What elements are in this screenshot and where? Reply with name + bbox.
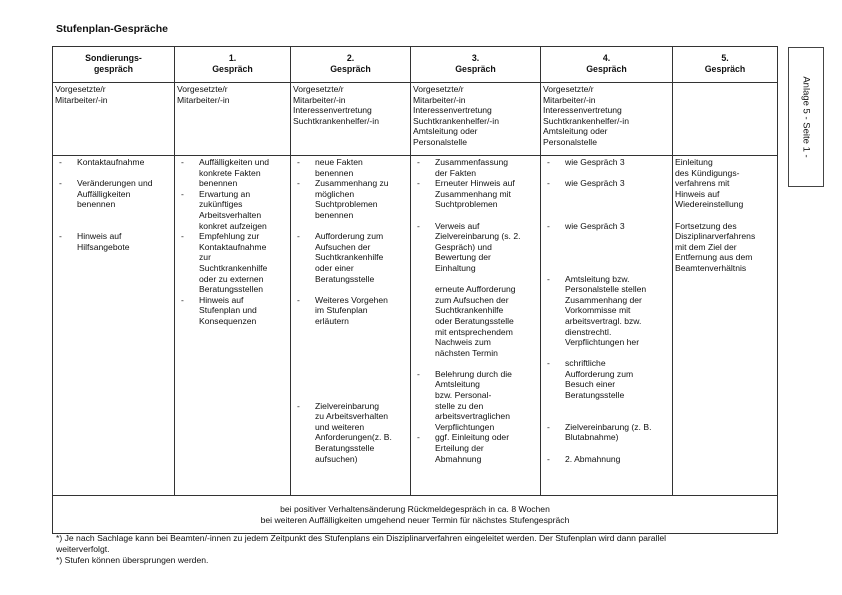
item-line: zur (199, 252, 211, 263)
item-line: Zusammenhang mit (435, 188, 511, 199)
item-line: Empfehlung zur (199, 231, 260, 242)
list-item (177, 231, 288, 295)
list-item (413, 178, 538, 210)
item-line: schriftliche (565, 358, 606, 369)
header-line: 3. (471, 52, 480, 63)
item-line: Erteilung der (435, 443, 484, 454)
list-item (543, 157, 670, 168)
item-line: neue Fakten (315, 157, 363, 167)
item-line: Blutabnahme) (565, 432, 619, 443)
item-line: Belehrung durch die (435, 368, 512, 379)
list-item (543, 454, 670, 465)
item-line: möglichen (315, 188, 355, 199)
participant: Vorgesetzte/r (293, 84, 344, 94)
list-item (543, 274, 670, 348)
list-item (177, 157, 288, 189)
footer-line-positive: bei positiver Verhaltensänderung Rückmeldegespräch in ca. 8 Wochen (280, 503, 550, 514)
item-text (565, 157, 670, 168)
bullet-dash: - (181, 157, 184, 167)
participants-cell (411, 83, 541, 156)
item-line: Auffälligkeiten und (199, 157, 270, 167)
item-line: Aufforderung zum (315, 231, 384, 242)
bullet-dash: - (59, 231, 62, 242)
participant: Vorgesetzte/r (55, 84, 106, 94)
header-line: 5. (721, 52, 729, 63)
item-text (565, 178, 670, 189)
side-label-box (788, 47, 824, 187)
item-line: wie Gespräch 3 (565, 220, 625, 231)
item-line: oder Beratungsstelle (435, 315, 514, 326)
item-text (199, 157, 288, 189)
item-line: arbeitsvertragl. bzw. (565, 315, 642, 326)
item-text (435, 221, 538, 274)
item-text (435, 157, 538, 178)
header-line: 1. (228, 52, 237, 63)
item-line: Beratungsstellen (199, 284, 264, 295)
item-line: arbeitsvertraglichen (435, 411, 510, 422)
side-label: Anlage 5 - Seite 1 - (800, 76, 812, 158)
header-line: Gespräch (704, 63, 746, 74)
content-row (53, 156, 778, 496)
item-line: nächsten Termin (435, 347, 498, 358)
bullet-dash: - (297, 231, 300, 242)
bullet-dash: - (297, 400, 300, 411)
list-item (293, 231, 408, 284)
bullet-dash: - (297, 157, 300, 167)
header-sondierungsgespraech (53, 47, 175, 83)
item-line: Weiteres Vorgehen (315, 294, 388, 305)
item-text (77, 231, 172, 252)
bullet-dash: - (547, 178, 550, 189)
participant: Vorgesetzte/r (413, 84, 464, 94)
item-line: stelle zu den (435, 400, 484, 411)
item-line: Disziplinarverfahrens (675, 231, 756, 242)
item-text (675, 221, 775, 274)
footer-cell (53, 496, 778, 534)
participant: Interessenvertretung (543, 105, 622, 116)
item-line: Besuch einer (565, 379, 616, 390)
item-line: Suchtproblemen (315, 199, 378, 210)
item-line: Suchtkrankenhilfe (435, 305, 504, 316)
item-text (565, 422, 670, 443)
item-text (435, 369, 538, 433)
item-line: des Kündigungs- (675, 167, 740, 178)
item-line: Verpflichtungen her (565, 337, 640, 348)
bullet-dash: - (417, 178, 420, 189)
bullet-dash: - (59, 157, 62, 167)
list-item (55, 231, 172, 252)
item-text (77, 157, 172, 168)
item-text (435, 284, 538, 358)
list-item (55, 157, 172, 168)
list-item (543, 221, 670, 232)
item-line: konkrete Fakten (199, 167, 261, 178)
list-item (293, 401, 408, 465)
item-line: oder einer (315, 262, 354, 273)
item-text (199, 295, 288, 327)
header-gespraech-5 (673, 47, 778, 83)
bullet-dash: - (417, 220, 420, 231)
bullet-dash: - (181, 231, 184, 242)
item-line: Verpflichtungen (435, 421, 495, 432)
item-line: aufsuchen) (315, 453, 358, 464)
item-text (565, 454, 670, 465)
bullet-dash: - (59, 178, 62, 189)
bullet-dash: - (181, 294, 184, 305)
item-line: Erneuter Hinweis auf (435, 178, 515, 189)
item-line: Suchtkrankenhilfe (315, 252, 384, 263)
item-text (199, 231, 288, 295)
item-line: Suchtproblemen (435, 199, 498, 210)
content-cell-gespraech-5 (673, 156, 778, 496)
participants-cell (541, 83, 673, 156)
item-text (435, 432, 538, 464)
header-line: 2. (346, 52, 355, 63)
item-line: Gespräch) und (435, 241, 492, 252)
footer-row (53, 496, 778, 534)
header-gespraech-2 (291, 47, 411, 83)
item-line: verfahrens mit (675, 178, 730, 189)
bullet-dash: - (547, 273, 550, 284)
participant: Interessenvertretung (413, 105, 492, 116)
item-line: im Stufenplan (315, 305, 368, 316)
item-line: Zielvereinbarung (z. B. (565, 421, 652, 432)
list-item (293, 178, 408, 220)
item-line: Zielvereinbarung (s. 2. (435, 231, 521, 242)
item-text (675, 157, 775, 210)
item-text (315, 157, 408, 178)
participant: Mitarbeiter/-in (293, 94, 346, 105)
participant: Vorgesetzte/r (177, 84, 228, 94)
list-item (413, 157, 538, 178)
item-line: bzw. Personal- (435, 390, 492, 401)
item-line: zu Arbeitsverhalten (315, 411, 389, 422)
item-line: Aufsuchen der (315, 241, 371, 252)
participant: Mitarbeiter/-in (413, 94, 466, 105)
item-line: Entfernung aus dem (675, 252, 753, 263)
item-text (199, 189, 288, 231)
bullet-dash: - (547, 157, 550, 167)
item-line: Suchtkrankenhilfe (199, 262, 268, 273)
item-line: wie Gespräch 3 (565, 178, 625, 189)
item-line: zukünftiges (199, 199, 243, 210)
item-line: Nachweis zum (435, 337, 491, 348)
item-line: benennen (315, 167, 354, 178)
item-text (315, 178, 408, 220)
item-line: Hinweis auf (199, 294, 244, 305)
item-line: Erwartung an (199, 188, 251, 199)
item-text (315, 231, 408, 284)
list-item-continued (413, 284, 538, 358)
item-line: benennen (199, 178, 238, 189)
header-gespraech-3 (411, 47, 541, 83)
item-text (565, 221, 670, 232)
list-item (177, 189, 288, 231)
participant: Vorgesetzte/r (543, 84, 594, 94)
participant: Suchtkrankenhelfer/-in (293, 115, 379, 126)
list-item (293, 157, 408, 178)
item-line: Einleitung (675, 157, 713, 167)
item-line: Abmahnung (435, 453, 482, 464)
bullet-dash: - (547, 453, 550, 464)
item-line: Zusammenfassung (435, 157, 509, 167)
participant: Suchtkrankenhelfer/-in (543, 115, 629, 126)
item-line: Kontaktaufnahme (199, 241, 267, 252)
item-line: Konsequenzen (199, 315, 257, 326)
content-cell-gespraech-3 (411, 156, 541, 496)
item-text (565, 358, 670, 400)
item-line: Aufforderung zum (565, 368, 634, 379)
item-line: Hinweis auf (675, 188, 720, 199)
item-line: Vorkommisse mit (565, 305, 631, 316)
participant: Mitarbeiter/-in (177, 94, 230, 105)
item-line: mit entsprechendem (435, 326, 513, 337)
item-line: und weiteren (315, 421, 365, 432)
item-line: Beamtenverhältnis (675, 262, 747, 273)
list-item (543, 178, 670, 189)
content-cell-gespraech-1 (175, 156, 291, 496)
item-text (565, 274, 670, 348)
header-line: gespräch (93, 63, 134, 74)
bullet-dash: - (547, 421, 550, 432)
footnote-1-cont: weiterverfolgt. (56, 543, 110, 554)
header-line: Sondierungs- (85, 52, 142, 63)
participant: Suchtkrankenhelfer/-in (413, 115, 499, 126)
participants-cell (673, 83, 778, 156)
item-line: Zusammenhang der (565, 294, 642, 305)
footnote-2: *) Stufen können übersprungen werden. (56, 554, 209, 565)
header-line: Gespräch (455, 63, 496, 74)
participants-cell (291, 83, 411, 156)
participant: Personalstelle (543, 136, 597, 147)
item-line: 2. Abmahnung (565, 453, 621, 464)
item-line: Fortsetzung des (675, 220, 737, 231)
item-line: Anforderungen(z. B. (315, 432, 392, 443)
bullet-dash: - (417, 432, 420, 443)
participant: Amtsleitung oder (543, 126, 608, 137)
participant: Amtsleitung oder (413, 126, 478, 137)
item-line: Verweis auf (435, 220, 480, 231)
item-line: benennen (315, 209, 354, 220)
participant: Personalstelle (413, 136, 467, 147)
list-item (675, 157, 775, 210)
item-text (77, 178, 172, 210)
item-line: Amtsleitung (435, 379, 480, 390)
header-gespraech-4 (541, 47, 673, 83)
item-line: Beratungsstelle (315, 273, 375, 284)
list-item (177, 295, 288, 327)
item-line: ggf. Einleitung oder (435, 432, 510, 443)
item-line: Zielvereinbarung (315, 400, 380, 411)
item-line: erneute Aufforderung (435, 284, 516, 295)
list-item (675, 221, 775, 274)
bullet-dash (413, 284, 435, 358)
list-item (543, 422, 670, 443)
list-item (413, 221, 538, 274)
bullet-dash: - (547, 220, 550, 231)
item-line: oder zu externen (199, 273, 264, 284)
bullet-dash: - (417, 368, 420, 379)
item-line: benennen (77, 199, 116, 210)
item-line: Bewertung der (435, 252, 491, 263)
content-cell-gespraech-4 (541, 156, 673, 496)
header-line: Gespräch (330, 63, 371, 74)
list-item (543, 358, 670, 400)
header-line: 4. (602, 52, 611, 63)
item-line: mit dem Ziel der (675, 241, 737, 252)
bullet-dash: - (547, 358, 550, 369)
item-line: Veränderungen und (77, 178, 153, 189)
participant: Mitarbeiter/-in (543, 94, 596, 105)
item-line: Zusammenhang zu (315, 178, 389, 189)
document-title: Stufenplan-Gespräche (56, 23, 169, 35)
footnote-1: *) Je nach Sachlage kann bei Beamten/-innen zu jedem Zeitpunkt des Stufenplans ein Disziplinarverfahren eingeleitet werden. Der Stufenplan wird dann parallel (56, 533, 667, 543)
list-item (413, 432, 538, 464)
item-line: Einhaltung (435, 262, 476, 273)
footer-line-further: bei weiteren Auffälligkeiten umgehend neuer Termin für nächstes Stufengespräch (260, 514, 570, 525)
participant: Mitarbeiter/-in (55, 94, 108, 105)
bullet-dash: - (417, 157, 420, 167)
item-line: dienstrechtl. (565, 326, 612, 337)
item-text (315, 295, 408, 327)
header-line: Gespräch (212, 63, 253, 74)
list-item (413, 369, 538, 433)
item-line: zum Aufsuchen der (435, 294, 509, 305)
item-line: erläutern (315, 315, 349, 326)
item-line: Amtsleitung bzw. (565, 273, 630, 284)
item-line: Wiedereinstellung (675, 199, 744, 210)
item-line: Stufenplan und (199, 305, 257, 316)
content-cell-sondierung (53, 156, 175, 496)
item-line: der Fakten (435, 167, 477, 178)
item-line: konkret aufzeigen (199, 220, 267, 231)
item-text (315, 401, 408, 465)
item-line: Beratungsstelle (565, 390, 625, 401)
item-text (435, 178, 538, 210)
header-gespraech-1 (175, 47, 291, 83)
bullet-dash: - (297, 178, 300, 189)
item-line: Beratungsstelle (315, 443, 375, 454)
item-line: Auffälligkeiten (77, 188, 131, 199)
list-item (55, 178, 172, 210)
bullet-dash: - (181, 188, 184, 199)
item-line: Hilfsangebote (77, 241, 130, 252)
item-line: Arbeitsverhalten (199, 209, 262, 220)
participants-cell (175, 83, 291, 156)
header-row (53, 47, 778, 83)
stufenplan-table (52, 46, 778, 534)
participants-row (53, 83, 778, 156)
item-line: Hinweis auf (77, 231, 122, 242)
content-cell-gespraech-2 (291, 156, 411, 496)
participants-cell (53, 83, 175, 156)
list-item (293, 295, 408, 327)
bullet-dash: - (297, 294, 300, 305)
item-line: wie Gespräch 3 (565, 157, 625, 167)
participant: Interessenvertretung (293, 105, 372, 116)
item-line: Kontaktaufnahme (77, 157, 145, 167)
footnotes (56, 533, 776, 565)
item-line: Personalstelle stellen (565, 284, 647, 295)
header-line: Gespräch (586, 63, 627, 74)
